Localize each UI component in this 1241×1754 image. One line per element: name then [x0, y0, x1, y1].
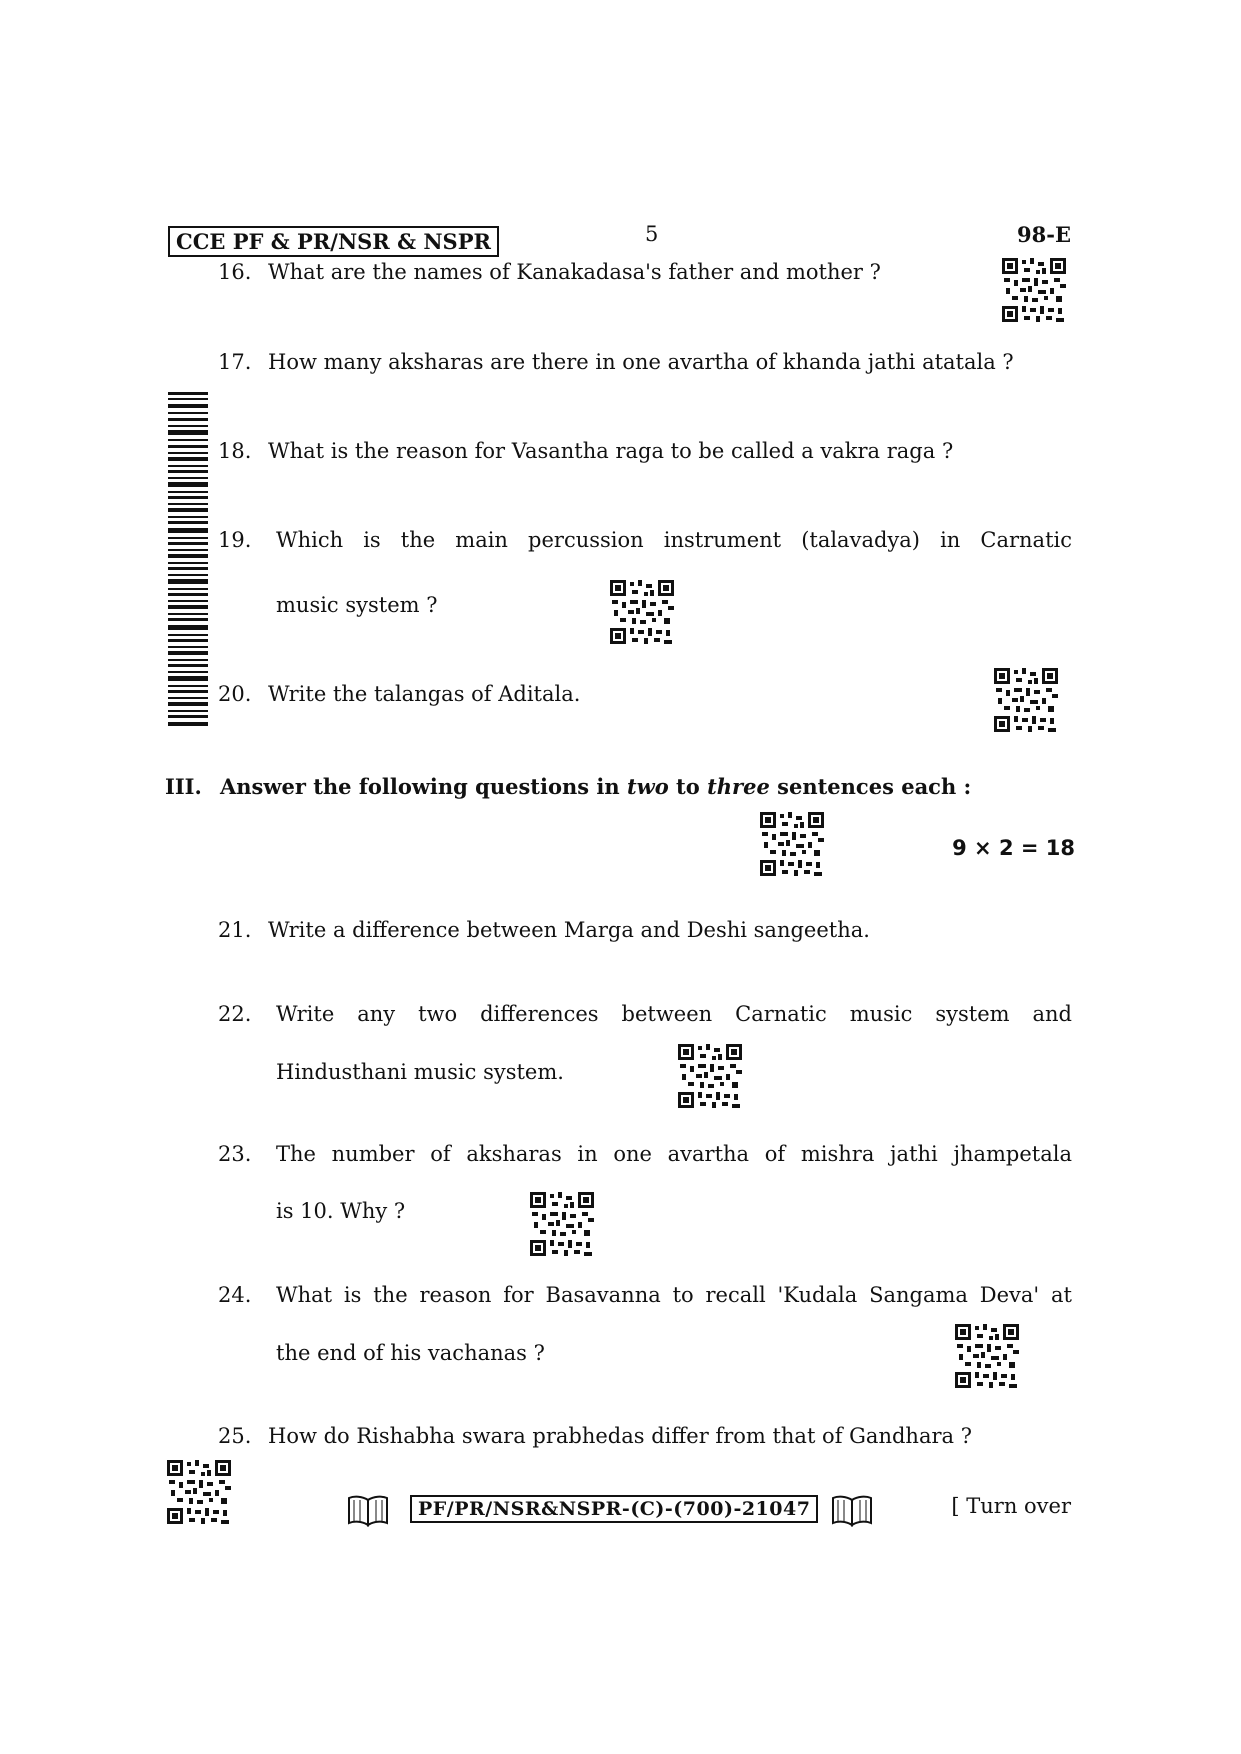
question-text: How many aksharas are there in one avartha of khanda jathi atatala ?: [268, 350, 1014, 374]
open-book-icon: [830, 1494, 874, 1528]
question-23: [218, 1140, 1072, 1168]
question-19-continuation: music system ?: [276, 593, 438, 617]
question-20: [218, 680, 580, 708]
paper-code: 98-E: [1017, 222, 1071, 247]
question-number: 23.: [218, 1142, 252, 1166]
question-number: 19.: [218, 528, 252, 552]
question-number: 17.: [218, 350, 252, 374]
qr-code-icon: [760, 812, 824, 876]
instruction-part: sentences each :: [769, 774, 972, 799]
question-text: Write any two differences between Carnatic music system and: [276, 1002, 1072, 1026]
barcode-icon: [168, 392, 208, 728]
exam-code-box: CCE PF & PR/NSR & NSPR: [168, 226, 499, 257]
question-number: 25.: [218, 1424, 252, 1448]
qr-code-icon: [994, 668, 1058, 732]
instruction-part: to: [668, 774, 708, 799]
question-text: The number of aksharas in one avartha of mishra jathi jhampetala: [276, 1142, 1072, 1166]
qr-code-icon: [610, 580, 674, 644]
question-text: Write a difference between Marga and Deshi sangeetha.: [268, 918, 870, 942]
question-number: 18.: [218, 439, 252, 463]
question-17: [218, 348, 1014, 376]
question-22: [218, 1000, 1072, 1028]
section-heading: [165, 774, 971, 799]
question-23-continuation: is 10. Why ?: [276, 1199, 406, 1223]
question-24-continuation: the end of his vachanas ?: [276, 1341, 545, 1365]
instruction-emphasis: three: [707, 774, 770, 799]
qr-code-icon: [955, 1324, 1019, 1388]
question-text: What are the names of Kanakadasa's father and mother ?: [268, 260, 881, 284]
instruction-emphasis: two: [626, 774, 669, 799]
instruction-part: Answer the following questions in: [220, 774, 627, 799]
question-number: 22.: [218, 1002, 252, 1026]
question-number: 20.: [218, 682, 252, 706]
question-text: What is the reason for Basavanna to recall 'Kudala Sangama Deva' at: [276, 1283, 1072, 1307]
qr-code-icon: [678, 1044, 742, 1108]
question-21: [218, 916, 870, 944]
question-19: [218, 526, 1072, 554]
question-text: How do Rishabha swara prabhedas differ from that of Gandhara ?: [268, 1424, 972, 1448]
qr-code-icon: [1002, 258, 1066, 322]
turn-over-note: [ Turn over: [951, 1494, 1071, 1518]
page-number: 5: [645, 222, 659, 246]
question-text: Which is the main percussion instrument (talavadya) in Carnatic: [276, 528, 1072, 552]
footer-code-box: PF/PR/NSR&NSPR-(C)-(700)-21047: [410, 1495, 818, 1523]
question-25: [218, 1422, 972, 1450]
question-text: Write the talangas of Aditala.: [268, 682, 581, 706]
section-number: III.: [165, 774, 202, 799]
question-18: [218, 437, 953, 465]
question-number: 24.: [218, 1283, 252, 1307]
question-number: 16.: [218, 260, 252, 284]
section-marks: 9 × 2 = 18: [952, 836, 1075, 860]
open-book-icon: [346, 1494, 390, 1528]
question-16: [218, 258, 881, 286]
qr-code-icon: [167, 1460, 231, 1524]
question-24: [218, 1281, 1072, 1309]
question-text: What is the reason for Vasantha raga to be called a vakra raga ?: [268, 439, 954, 463]
question-22-continuation: Hindusthani music system.: [276, 1060, 564, 1084]
question-number: 21.: [218, 918, 252, 942]
qr-code-icon: [530, 1192, 594, 1256]
